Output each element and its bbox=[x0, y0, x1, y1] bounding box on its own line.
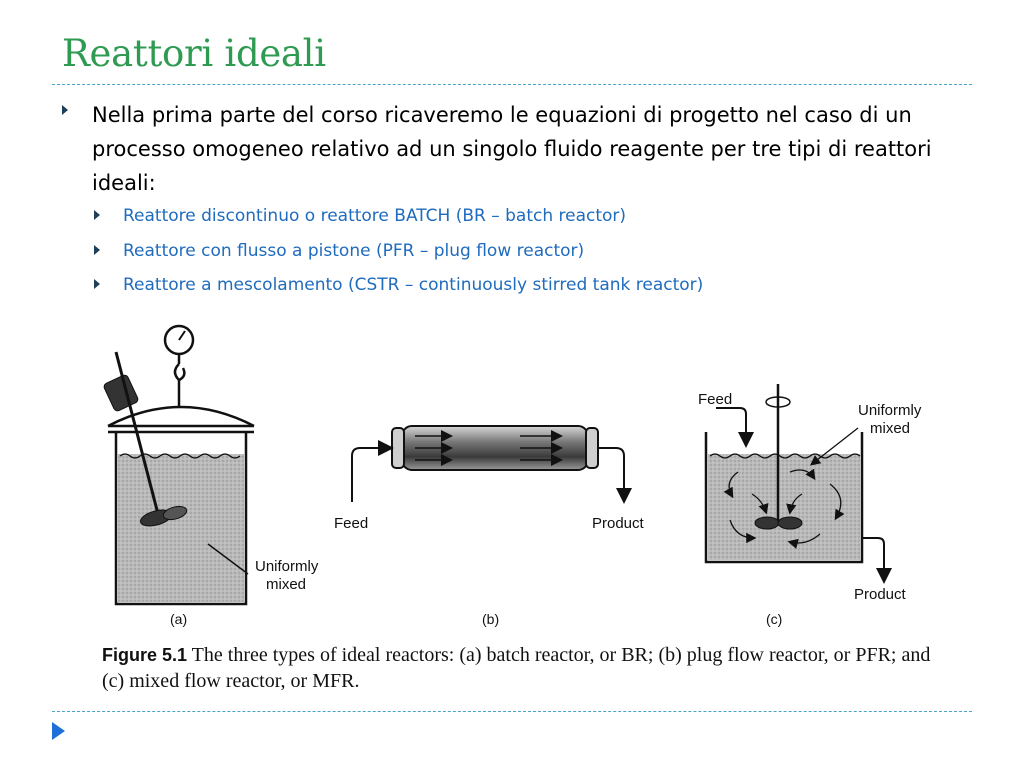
plug-flow-reactor-diagram bbox=[334, 426, 645, 532]
caption-lead: Figure 5.1 bbox=[102, 645, 188, 665]
batch-reactor-diagram bbox=[103, 326, 319, 604]
label-c: (c) bbox=[766, 611, 783, 627]
sub-bullet-cstr bbox=[94, 272, 703, 307]
sub-bullet-pfr bbox=[94, 238, 703, 273]
pfr-product-label: Product bbox=[592, 515, 644, 532]
mixed-flow-reactor-diagram bbox=[698, 384, 922, 603]
sub-bullet-text: Reattore a mescolamento (CSTR – continuously stirred tank reactor) bbox=[123, 275, 704, 295]
play-triangle-icon[interactable] bbox=[52, 722, 65, 740]
batch-liquid bbox=[118, 454, 244, 602]
batch-mixed-label: mixed bbox=[266, 576, 307, 593]
main-bullet bbox=[62, 98, 962, 200]
label-a: (a) bbox=[170, 611, 188, 627]
sub-bullet-list bbox=[94, 203, 703, 307]
slide-title: Reattori ideali bbox=[62, 32, 326, 75]
bullet-triangle-icon bbox=[94, 279, 100, 289]
figure-caption bbox=[102, 642, 932, 694]
top-divider bbox=[52, 84, 972, 85]
bullet-triangle-icon bbox=[94, 210, 100, 220]
caption-text: The three types of ideal reactors: (a) batch reactor, or BR; (b) plug flow reactor, or PFR; and (c) mixed flow reactor, or MFR. bbox=[102, 644, 931, 692]
cstr-feed-label: Feed bbox=[698, 391, 733, 408]
batch-uniformly-label: Uniformly bbox=[255, 558, 319, 575]
cstr-mixed-label: mixed bbox=[870, 420, 911, 437]
sub-bullet-text: Reattore con flusso a pistone (PFR – plug flow reactor) bbox=[123, 240, 585, 261]
sub-bullet-batch bbox=[94, 203, 703, 238]
cstr-liquid bbox=[708, 454, 860, 560]
sub-bullet-text: Reattore discontinuo o reattore BATCH (BR – batch reactor) bbox=[123, 206, 627, 226]
cstr-product-label: Product bbox=[854, 586, 906, 603]
label-b: (b) bbox=[482, 611, 500, 627]
pressure-gauge-icon bbox=[165, 326, 193, 406]
bottom-divider bbox=[52, 711, 972, 712]
bullet-triangle-icon bbox=[62, 105, 68, 115]
main-bullet-text: Nella prima parte del corso ricaveremo le equazioni di progetto nel caso di un processo omogeneo relativo ad un singolo fluido reagente per tre tipi di reattori ideali: bbox=[92, 103, 932, 195]
cstr-uniformly-label: Uniformly bbox=[858, 402, 922, 419]
pfr-feed-label: Feed bbox=[334, 515, 369, 532]
bullet-triangle-icon bbox=[94, 245, 100, 255]
